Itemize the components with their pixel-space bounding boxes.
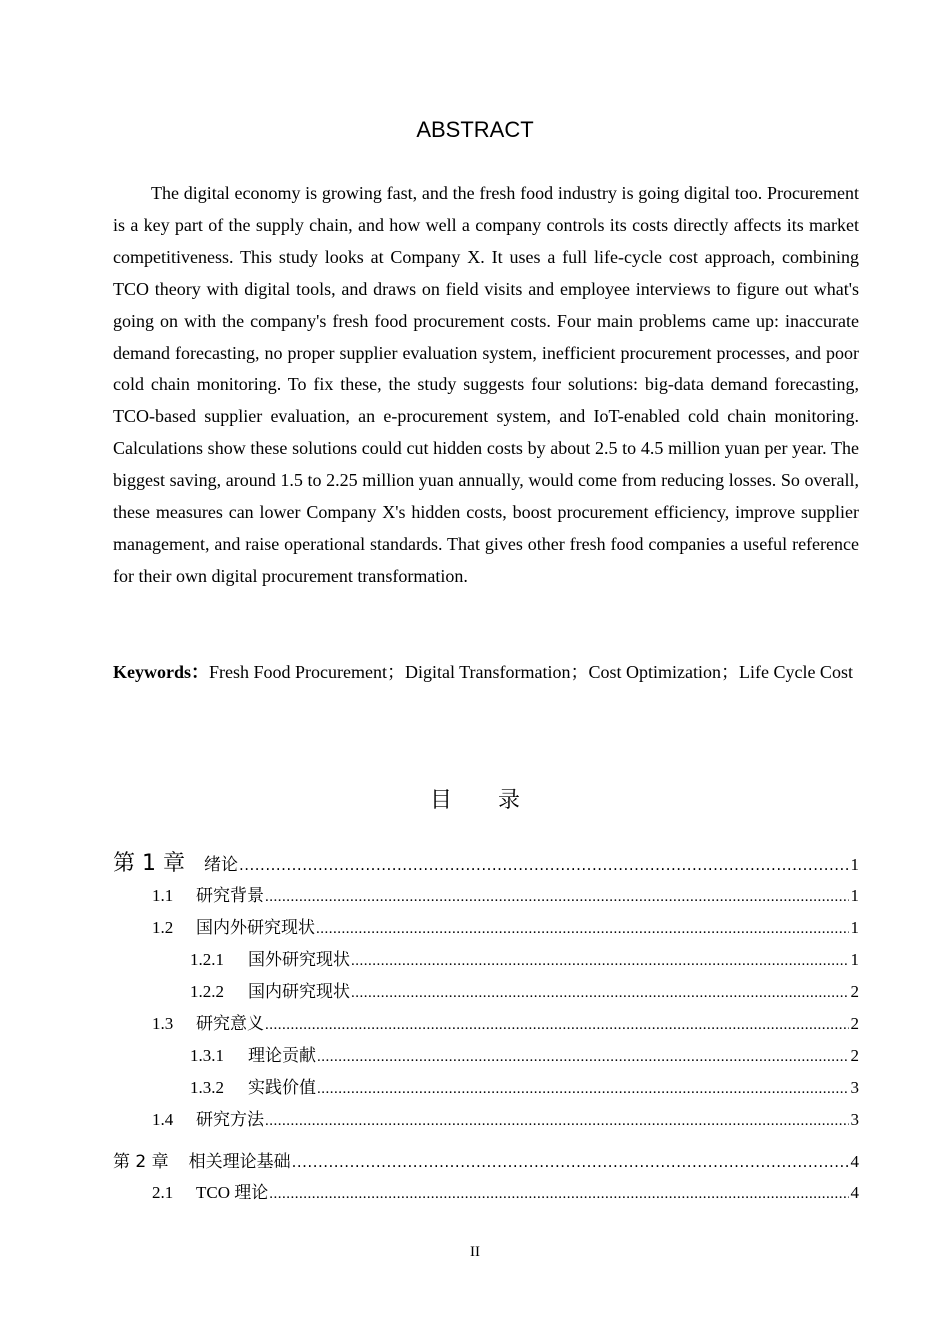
toc-entry-chapter-1[interactable] [113, 853, 859, 876]
toc-entry-page: 2 [850, 1014, 859, 1033]
toc-leader-dots [269, 1183, 848, 1205]
toc-entry-page: 1 [850, 918, 859, 937]
toc-leader-dots [351, 950, 849, 972]
toc-entry-chapter-2[interactable] [113, 1151, 859, 1173]
toc-leader-dots [265, 886, 849, 908]
toc-leader-dots [351, 982, 849, 1004]
toc-entry-1-3[interactable] [152, 1013, 859, 1036]
toc-leader-dots [239, 854, 849, 876]
toc-entry-1-2-1[interactable] [190, 949, 859, 972]
toc-entry-title: TCO 理论 [196, 1183, 269, 1202]
toc-entry-number: 1.3.2 [190, 1078, 224, 1097]
toc-entry-page: 3 [850, 1110, 859, 1129]
toc-entry-page: 4 [850, 1152, 859, 1171]
toc-leader-dots [265, 1014, 849, 1036]
toc-entry-number: 1.4 [152, 1110, 174, 1129]
toc-entry-page: 1 [850, 855, 859, 874]
toc-leader-dots [317, 1078, 849, 1100]
toc-leader-dots [317, 1046, 849, 1068]
toc-entry-1-1[interactable] [152, 885, 859, 908]
toc-entry-number: 第 1 章 [113, 851, 185, 876]
toc-entry-number: 1.3 [152, 1014, 174, 1033]
toc-entry-number: 2.1 [152, 1183, 174, 1202]
toc-entry-2-1[interactable] [152, 1182, 859, 1205]
toc-entry-number: 1.3.1 [190, 1046, 224, 1065]
abstract-body: The digital economy is growing fast, and the fresh food industry is going digital too. Procurement is a key part of the supply chain, and how well a company controls its costs directly affects its market competitiveness. This study looks at Company X. It uses a full life-cycle cost approach, combining TCO theory with digital tools, and draws on field visits and employee interviews to figure out what's going on with the company's fresh food procurement costs. Four main problems came up: inaccurate demand forecasting, no proper supplier evaluation system, inefficient procurement processes, and poor cold chain monitoring. To fix these, the study suggests four solutions: big-data demand forecasting, TCO-based supplier evaluation, an e-procurement system, and IoT-enabled cold chain monitoring. Calculations show these solutions could cut hidden costs by about 2.5 to 4.5 million yuan per year. The biggest saving, around 1.5 to 2.25 million yuan annually, would come from reducing losses. So overall, these measures can lower Company X's hidden costs, boost procurement efficiency, improve supplier management, and raise operational standards. That gives other fresh food companies a useful reference for their own digital procurement transformation. [113, 183, 859, 586]
toc-entry-1-3-1[interactable] [190, 1045, 859, 1068]
toc-entry-title: 研究意义 [196, 1014, 264, 1033]
toc-entry-number: 第 2 章 [113, 1152, 169, 1172]
toc-entry-title: 相关理论基础 [188, 1152, 291, 1172]
toc-entry-title: 研究背景 [196, 886, 264, 905]
toc-entry-page: 4 [850, 1183, 859, 1202]
toc-entry-title: 实践价值 [248, 1078, 316, 1097]
toc-entry-1-3-2[interactable] [190, 1077, 859, 1100]
toc-title: 目录 [429, 788, 566, 813]
toc-entry-title: 研究方法 [196, 1110, 264, 1129]
toc-entry-number: 1.2.1 [190, 950, 224, 969]
page-number: II [470, 1244, 480, 1260]
toc-entry-title: 理论贡献 [248, 1046, 316, 1065]
toc-entry-number: 1.2.2 [190, 982, 224, 1001]
keywords-text: Fresh Food Procurement；Digital Transformation；Cost Optimization；Life Cycle Cost [209, 662, 853, 682]
abstract-title: ABSTRACT [416, 117, 534, 142]
toc-entry-number: 1.1 [152, 886, 174, 905]
keywords-label: Keywords： [113, 662, 209, 682]
keywords-line [113, 657, 859, 688]
toc-entry-page: 2 [850, 1046, 859, 1065]
toc-entry-title: 绪论 [203, 855, 238, 875]
toc-entry-title: 国内外研究现状 [196, 918, 315, 937]
toc-entry-1-2[interactable] [152, 917, 859, 940]
toc-entry-title: 国外研究现状 [248, 950, 350, 969]
toc-entry-page: 1 [850, 950, 859, 969]
toc-entry-page: 2 [850, 982, 859, 1001]
toc-entry-page: 1 [850, 886, 859, 905]
toc-leader-dots [316, 918, 849, 940]
toc-entry-page: 3 [850, 1078, 859, 1097]
toc-entry-1-4[interactable] [152, 1109, 859, 1132]
toc-entry-1-2-2[interactable] [190, 981, 859, 1004]
toc-leader-dots [265, 1110, 849, 1132]
toc-leader-dots [292, 1151, 849, 1173]
toc-entry-title: 国内研究现状 [248, 982, 350, 1001]
toc-entry-number: 1.2 [152, 918, 174, 937]
